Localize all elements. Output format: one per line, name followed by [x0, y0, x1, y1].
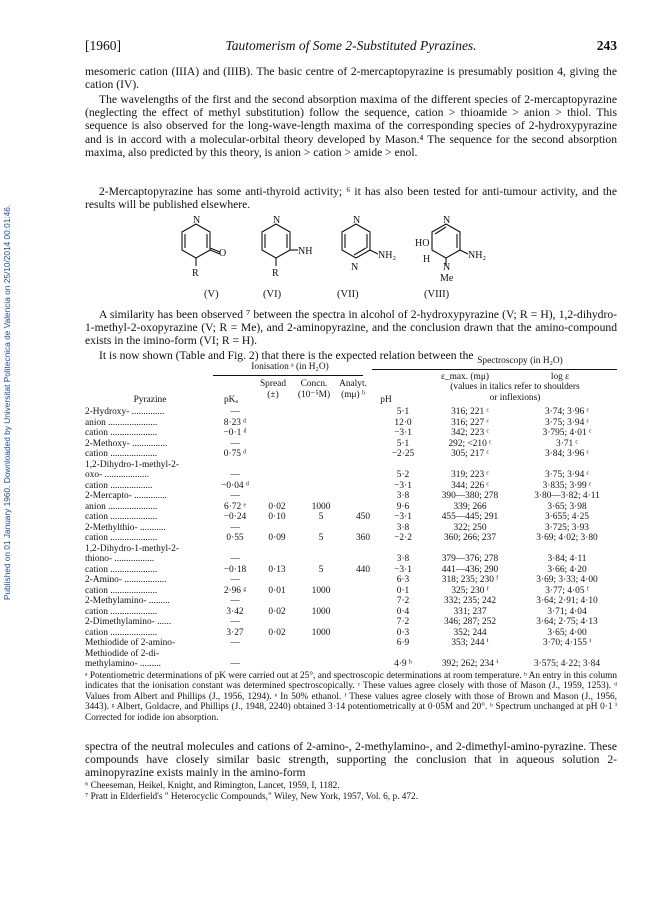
table-cell: 2-Mercapto- ..............: [85, 491, 168, 501]
table-cell: 7·2: [396, 596, 410, 606]
table-cell: cation ....................: [85, 585, 158, 596]
table-cell: oxo- ...................: [85, 470, 150, 480]
table-cell: 346; 287; 252: [443, 617, 497, 627]
table-cell: 3·74; 3·96 ᶜ: [544, 407, 590, 417]
table-cell: 0·01: [268, 585, 286, 596]
table-cell: [423, 649, 517, 660]
atom-h: H: [423, 254, 431, 265]
table-cell: 305; 217 ᶜ: [451, 449, 489, 459]
table-cell: [299, 491, 343, 502]
atom-nh: NH: [298, 246, 313, 257]
table-cell: [299, 460, 343, 471]
col-emax: ε_max. (mμ): [440, 372, 489, 382]
atom-n: N: [443, 215, 451, 226]
table-cell: [383, 544, 423, 555]
table-cell: [299, 649, 343, 660]
table-cell: 3·42: [226, 606, 244, 617]
table-cell: [255, 481, 299, 492]
table-cell: 322; 250: [453, 522, 487, 533]
table-cell: [299, 596, 343, 607]
header-title: Tautomerism of Some 2-Substituted Pyrazines.: [225, 38, 477, 53]
reference-6: ⁶ Cheeseman, Heikel, Knight, and Rimington, Lancet, 1959, I, 1182.: [85, 781, 340, 791]
table-cell: 2-Methylamino- .........: [85, 596, 170, 606]
table-cell: 0·02: [268, 627, 286, 638]
table-cell: 1,2-Dihydro-1-methyl-2-: [85, 459, 179, 470]
download-watermark[interactable]: Published on 01 January 1960. Downloaded by Universitat Politecnica de Valencia on 25/10/2014 00:01:46.: [2, 204, 12, 600]
col-note-line: (values in italics refer to shoulders: [450, 382, 580, 392]
table-cell: [299, 523, 343, 534]
table-cell: 2-Amino- ..................: [85, 575, 167, 585]
table-cell: [255, 596, 299, 607]
table-cell: 3·75; 3·94 ᶜ: [544, 470, 590, 480]
col-analyt-unit: (mμ) ᵇ: [341, 389, 365, 400]
table-cell: [343, 575, 383, 586]
col-note: [410, 382, 620, 403]
table-cell: —: [230, 438, 240, 449]
table-cell: cation ....................: [85, 428, 158, 438]
atom-n: N: [193, 215, 201, 226]
table-cell: [343, 659, 383, 670]
atom-n: N: [273, 215, 281, 226]
paragraph-1: mesomeric cation (IIIA) and (IIIB). The basic centre of 2-mercaptopyrazine is presumably position 4, giving the cation (IV).: [85, 65, 617, 92]
table-cell: −3·1: [394, 512, 412, 522]
table-cell: —: [230, 659, 240, 669]
table-cell: [299, 428, 343, 439]
table-cell: 0·1: [396, 585, 410, 596]
table-cell: [299, 418, 343, 429]
structure-label: (V): [204, 289, 219, 300]
table-cell: 5: [318, 533, 324, 543]
table-row: [85, 607, 617, 618]
table-cell: anion .....................: [85, 417, 158, 428]
paragraph-3: 2-Mercaptopyrazine has some anti-thyroid activity; ⁶ it has also been tested for anti-tumour activity, and the results will be published elsewhere.: [85, 185, 617, 212]
table-cell: [343, 586, 383, 597]
table-cell: 455—445; 291: [441, 512, 499, 522]
table-cell: [215, 460, 255, 471]
table-cell: cation ....................: [85, 564, 158, 575]
table-cell: [255, 407, 299, 418]
table-cell: 3·69; 4·02; 3·80: [536, 533, 598, 543]
table-cell: −2·25: [391, 449, 415, 459]
table-cell: [255, 428, 299, 439]
atom-me: Me: [440, 273, 454, 284]
table-cell: 441—436; 290: [441, 564, 499, 575]
table-cell: −3·1: [394, 564, 412, 575]
table-cell: [383, 460, 423, 471]
table-cell: —: [230, 596, 240, 606]
table-cell: [215, 649, 255, 660]
table-row: [85, 502, 617, 513]
table-cell: 1000: [311, 501, 331, 512]
table-cell: 3·84; 4·11: [547, 554, 587, 564]
table-cell: Methiodide of 2-di-: [85, 648, 159, 659]
table-cell: cation ..................: [85, 480, 153, 491]
table-cell: 7·2: [396, 617, 410, 627]
table-row: [85, 649, 617, 660]
table-cell: [299, 575, 343, 586]
table-cell: 316; 227 ᶜ: [451, 417, 489, 428]
table-cell: 2-Methylthio- ...........: [85, 522, 166, 533]
table-cell: [299, 659, 343, 670]
atom-n: N: [351, 262, 359, 273]
table-cell: 440: [355, 564, 371, 575]
table-cell: 3·65; 4·00: [547, 627, 587, 638]
table-cell: [517, 544, 617, 555]
table-cell: cation ....................: [85, 627, 158, 638]
col-spread-unit: (±): [267, 389, 279, 400]
table-cell: 0·55: [226, 533, 244, 543]
table-cell: 319; 223 ᶜ: [451, 470, 489, 480]
data-table: [85, 407, 617, 670]
table-cell: [343, 502, 383, 513]
table-cell: [299, 470, 343, 481]
table-cell: 342; 223 ᶜ: [451, 428, 489, 438]
table-row: [85, 659, 617, 670]
table-cell: 3·80—3·82; 4·11: [534, 491, 600, 501]
page-number: 243: [596, 38, 617, 53]
paragraph-4: A similarity has been observed ⁷ between the spectra in alcohol of 2-hydroxypyrazine (V; R = H), 1,2-dihydro-1-methyl-2-oxopyrazine (V; R = Me), and 2-aminopyrazine, and the conclusion drawn that the amino-compound exists in the imino-form (VI; R = H).: [85, 308, 617, 348]
table-cell: —: [230, 554, 240, 564]
table-cell: 1000: [311, 627, 331, 638]
table-cell: 344; 226 ᶜ: [451, 480, 489, 491]
table-row: [85, 418, 617, 429]
table-cell: 0·3: [396, 627, 410, 638]
table-cell: [343, 523, 383, 534]
table-row: [85, 628, 617, 639]
table-cell: 0·13: [268, 564, 286, 575]
table-cell: 3·69; 3·33; 4·00: [536, 575, 598, 585]
table-cell: −0·1 ᵈ: [223, 428, 247, 438]
table-row: [85, 638, 617, 649]
col-concn-unit: (10⁻⁵M): [297, 389, 331, 400]
table-cell: 3·75; 3·94 ᶜ: [544, 417, 590, 428]
table-cell: [255, 491, 299, 502]
table-cell: 6·3: [396, 575, 410, 585]
table-cell: 3·84; 3·96 ᶜ: [544, 449, 590, 459]
table-cell: 292; <210 ᶜ: [448, 438, 492, 449]
table-cell: 3·71; 4·04: [547, 606, 587, 617]
atom-nh2: NH₂: [468, 250, 486, 261]
col-pka: pKₐ: [223, 395, 239, 405]
table-cell: 4·9 ʰ: [394, 659, 412, 669]
table-cell: [255, 470, 299, 481]
table-cell: [383, 649, 423, 660]
col-ph: pH: [380, 395, 392, 405]
table-cell: methylamino- .........: [85, 659, 162, 669]
table-cell: [423, 544, 517, 555]
table-cell: 3·575; 4·22; 3·84: [533, 659, 601, 669]
col-note-line: or inflexions): [489, 392, 541, 403]
table-cell: 3·795; 4·01 ᶜ: [542, 428, 592, 438]
table-cell: —: [230, 470, 240, 480]
table-row: [85, 449, 617, 460]
table-cell: [423, 460, 517, 471]
structure-vii: [342, 224, 378, 258]
table-row: [85, 470, 617, 481]
table-row: [85, 596, 617, 607]
table-cell: [255, 544, 299, 555]
atom-n: N: [353, 215, 361, 226]
table-cell: [299, 554, 343, 565]
table-cell: [255, 554, 299, 565]
table-cell: 0·10: [268, 512, 286, 522]
table-row: [85, 428, 617, 439]
table-cell: —: [230, 522, 240, 533]
chemical-structures: [160, 212, 530, 292]
table-row: [85, 565, 617, 576]
table-cell: 12·0: [394, 417, 412, 428]
table-cell: [343, 649, 383, 660]
table-cell: [299, 617, 343, 628]
table-cell: [343, 470, 383, 481]
table-cell: 1000: [311, 585, 331, 596]
table-cell: [343, 596, 383, 607]
table-cell: [343, 638, 383, 649]
table-row: [85, 460, 617, 471]
table-cell: 3·8: [396, 491, 410, 501]
table-cell: 339; 266: [453, 501, 487, 512]
table-cell: [255, 638, 299, 649]
table-cell: 3·835; 3·99 ᶜ: [542, 480, 592, 491]
table-cell: −0·04 ᵈ: [221, 480, 249, 491]
table-cell: 3·655; 4·25: [544, 512, 589, 522]
col-loge: log ε: [550, 372, 570, 382]
table-cell: —: [230, 575, 240, 585]
table-cell: 1000: [311, 606, 331, 617]
atom-r: R: [272, 268, 279, 279]
paragraph-5: It is now shown (Table and Fig. 2) that there is the expected relation between the: [99, 349, 474, 362]
table-cell: 3·64; 2·75; 4·13: [536, 617, 598, 627]
running-header: [85, 38, 617, 56]
table-cell: 6·72 ᵉ: [224, 501, 246, 512]
atom-nh2: NH₂: [378, 250, 396, 261]
table-cell: [255, 418, 299, 429]
paragraph-2: The wavelengths of the first and the second absorption maxima of the different species of 2-mercaptopyrazine (neglecting the effect of methyl substitution) follow the sequence, cation > thioamide > anion > thiol. This sequence is also observed for the long-wave-length maxima of the corresponding species of 2-hydroxypyrazine and is in accord with a molecular-orbital theory developed by Mason.⁴ The sequence for the second absorption maxima, also predicted by this theory, is anion > cation > amide > enol.: [85, 93, 617, 159]
table-cell: cation ....................: [85, 606, 158, 617]
table-cell: 0·75 ᵈ: [223, 449, 247, 459]
header-rule: [372, 369, 617, 370]
table-cell: [343, 628, 383, 639]
table-cell: —: [230, 491, 240, 501]
table-cell: [343, 449, 383, 460]
table-cell: [343, 407, 383, 418]
table-cell: 390—380; 278: [441, 491, 499, 501]
table-cell: [299, 544, 343, 555]
table-cell: [255, 449, 299, 460]
col-pyrazine: Pyrazine: [133, 395, 167, 405]
table-cell: [343, 460, 383, 471]
table-row: [85, 544, 617, 555]
table-cell: —: [230, 617, 240, 627]
table-cell: —: [230, 407, 240, 417]
table-cell: 3·77; 4·05 ᶠ: [545, 585, 589, 596]
table-footnotes: ᵃ Potentiometric determinations of pK were carried out at 25°, and spectroscopic determinations at room temperature. ᵇ An entry in this column indicates that the ionisation constant was determined spectroscopically. ᶜ These values agree closely with those of Mason (J., 1959, 1253). ᵈ Values from Albert and Phillips (J., 1956, 1294). ᵉ In 50% ethanol. ᶠ These values agree closely with those of Brown and Mason (J., 1956, 3443). ᵍ Albert, Goldacre, and Phillips (J., 1948, 2240) obtained 3·14 potentiometrically at 0·05M and 20°. ʰ Spectrum unchanged at pH 0·1 ⁱ Corrected for iodide ion absorption.: [85, 671, 617, 723]
structure-vi: [262, 224, 298, 266]
table-cell: [343, 428, 383, 439]
table-cell: 352; 244: [453, 627, 487, 638]
table-cell: [255, 649, 299, 660]
table-cell: [255, 523, 299, 534]
table-cell: [255, 460, 299, 471]
table-cell: [255, 617, 299, 628]
table-cell: thiono- .................: [85, 554, 155, 564]
table-cell: [343, 607, 383, 618]
table-row: [85, 586, 617, 597]
table-cell: 3·70; 4·155 ⁱ: [542, 638, 592, 648]
table-cell: 3·725; 3·93: [544, 522, 589, 533]
header-rule: [213, 375, 363, 376]
table-row: [85, 554, 617, 565]
table-cell: 3·65; 3·98: [547, 501, 587, 512]
table-cell: 360; 266; 237: [443, 533, 497, 543]
table-row: [85, 617, 617, 628]
table-cell: cation ....................: [85, 533, 158, 543]
table-cell: 5·1: [396, 407, 410, 417]
table-cell: [299, 439, 343, 450]
table-cell: [343, 481, 383, 492]
table-cell: 325; 230 ᶠ: [451, 585, 489, 596]
structure-viii: [432, 224, 468, 266]
col-concn-label: Concn.: [300, 379, 328, 389]
table-cell: 1,2-Dihydro-1-methyl-2-: [85, 543, 179, 554]
table-cell: 5·1: [396, 438, 410, 449]
table-cell: 5·2: [396, 470, 410, 480]
structure-label: (VIII): [424, 289, 450, 300]
table-cell: −0·18: [223, 564, 247, 575]
table-cell: 3·8: [396, 554, 410, 564]
table-cell: −2·2: [394, 533, 412, 543]
table-cell: [255, 439, 299, 450]
table-cell: 450: [355, 512, 371, 522]
table-cell: 9·6: [396, 501, 410, 512]
table-cell: [517, 460, 617, 471]
table-cell: [343, 418, 383, 429]
table-cell: 2·96 ᵍ: [223, 585, 247, 596]
table-cell: [215, 544, 255, 555]
table-cell: anion .....................: [85, 501, 158, 512]
table-cell: 2-Hydroxy- ..............: [85, 407, 165, 417]
table-cell: 3·66; 4·20: [547, 564, 587, 575]
table-cell: −0·24: [223, 512, 247, 522]
table-cell: 379—376; 278: [441, 554, 499, 564]
header-year: [1960]: [85, 38, 121, 53]
table-row: [85, 439, 617, 450]
table-row: [85, 512, 617, 523]
structure-v: [182, 224, 220, 266]
paragraph-6: spectra of the neutral molecules and cations of 2-amino-, 2-methylamino-, and 2-dimethyl-amino-pyrazine. These compounds have closely similar basic strength, supporting the conclusion that in aqueous solution 2-aminopyrazine exists mainly in the amino-form: [85, 740, 617, 780]
table-cell: [255, 575, 299, 586]
table-cell: 5: [318, 564, 324, 575]
table-cell: 3·71 ᶜ: [556, 438, 578, 449]
table-cell: 6·9: [396, 638, 410, 648]
table-cell: [343, 491, 383, 502]
table-cell: 0·02: [268, 501, 286, 512]
col-analyt-label: Analyt.: [339, 379, 367, 389]
table-cell: 8·23 ᵈ: [223, 417, 247, 428]
table-cell: 332; 235; 242: [443, 596, 497, 606]
table-cell: [343, 617, 383, 628]
table-cell: 5: [318, 512, 324, 522]
table-cell: [299, 449, 343, 460]
structure-label: (VII): [337, 289, 359, 300]
col-concn: [293, 379, 335, 400]
table-row: [85, 533, 617, 544]
table-cell: 2-Dimethylamino- ......: [85, 617, 172, 627]
header-ionisation: Ionisation ᵃ (in H₂O): [251, 362, 329, 372]
table-cell: 3·64; 2·91; 4·10: [536, 596, 598, 606]
table-cell: −3·1: [394, 480, 412, 491]
table-cell: [299, 481, 343, 492]
col-spread: [250, 379, 296, 400]
atom-n: N: [443, 262, 451, 273]
structure-label: (VI): [263, 289, 282, 300]
table-row: [85, 407, 617, 418]
table-cell: 0·4: [396, 606, 410, 617]
table-cell: [343, 439, 383, 450]
table-cell: 316; 221 ᶜ: [451, 407, 489, 417]
table-cell: 360: [355, 533, 371, 543]
table-cell: [343, 544, 383, 555]
table-cell: 0·09: [268, 533, 286, 543]
table-row: [85, 523, 617, 534]
table-cell: [343, 554, 383, 565]
col-spread-label: Spread: [259, 379, 287, 389]
table-row: [85, 575, 617, 586]
table-cell: [299, 638, 343, 649]
atom-ho: HO: [415, 238, 430, 249]
table-row: [85, 481, 617, 492]
table-cell: [299, 407, 343, 418]
header-spectroscopy: Spectroscopy (in H₂O): [477, 356, 563, 366]
table-cell: [517, 649, 617, 660]
table-cell: 392; 262; 234 ⁱ: [441, 659, 499, 669]
table-cell: 2-Methoxy- ...............: [85, 438, 168, 449]
table-cell: cation ....................: [85, 512, 158, 522]
table-cell: Methiodide of 2-amino-: [85, 638, 176, 648]
table-cell: 318; 235; 230 ᶠ: [441, 575, 499, 585]
table-cell: —: [230, 638, 240, 648]
table-cell: 3·27: [226, 627, 244, 638]
atom-r: R: [192, 268, 199, 279]
table-cell: −3·1: [394, 428, 412, 438]
atom-o: O: [219, 248, 227, 259]
table-cell: 0·02: [268, 606, 286, 617]
table-cell: 353; 244 ⁱ: [451, 638, 489, 648]
table-cell: cation ....................: [85, 449, 158, 459]
table-row: [85, 491, 617, 502]
reference-7: ⁷ Pratt in Elderfield's " Heterocyclic Compounds," Wiley, New York, 1957, Vol. 6, p. 472.: [85, 792, 419, 802]
table-cell: 331; 237: [453, 606, 487, 617]
table-cell: 3·8: [396, 522, 410, 533]
table-cell: [255, 659, 299, 670]
